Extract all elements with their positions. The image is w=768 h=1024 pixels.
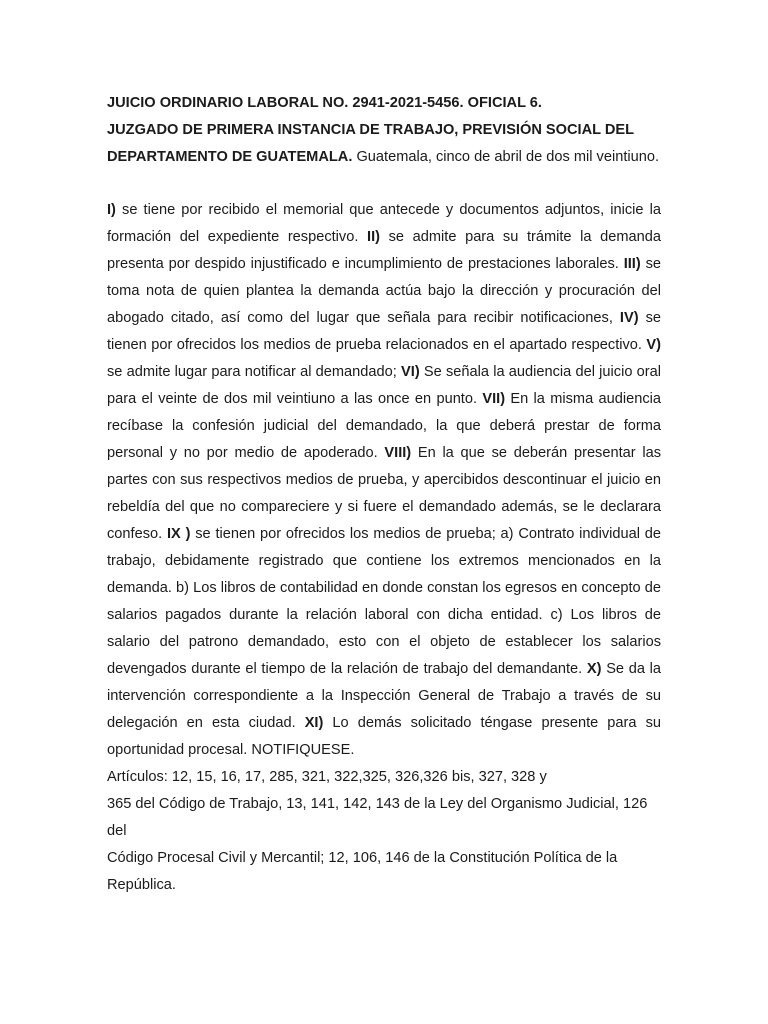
point-marker: VIII)	[384, 445, 412, 461]
point-text: se tiene por recibido el memorial que antecede y documentos adjuntos, inicie la formación del expediente respectivo.	[107, 202, 661, 245]
point-text: se tienen por ofrecidos los medios de prueba; a) Contrato individual de trabajo, debidamente registrado que contiene los extremos mencionados en la demanda. b) Los libros de contabilidad en donde constan los egresos en concepto de salarios pagados durante la relación laboral con dicha entidad. c) Los libros de salario del patrono demandado, esto con el objeto de establecer los salarios devengados durante el tiempo de la relación de trabajo del demandante.	[107, 526, 661, 677]
point-marker: V)	[646, 337, 661, 353]
case-header	[107, 90, 661, 171]
point-text: se admite lugar para notificar al demandado;	[107, 364, 402, 380]
point-marker: XI)	[304, 715, 324, 731]
point-marker: I)	[107, 202, 116, 218]
court-and-date	[107, 117, 661, 171]
point-text: En la misma audiencia recíbase la confesión judicial del demandado, la que deberá prestar de forma personal y no por medio de apoderado.	[107, 391, 661, 461]
articles-line: Código Procesal Civil y Mercantil; 12, 106, 146 de la Constitución Política de la República.	[107, 850, 618, 893]
point-text: En la que se deberán presentar las partes con sus respectivos medios de prueba, y apercibidos descontinuar el juicio en rebeldía del que no compareciere y si fuere el demandado además, se le declarara confeso.	[107, 445, 661, 542]
point-text: se toma nota de quien plantea la demanda actúa bajo la dirección y procuración del abogado citado, así como del lugar que señala para recibir notificaciones,	[107, 256, 661, 326]
court-name: JUZGADO DE PRIMERA INSTANCIA DE TRABAJO, PREVISIÓN SOCIAL DEL DEPARTAMENTO DE GUATEMALA.	[107, 122, 634, 165]
point-marker: II)	[367, 229, 380, 245]
point-text: se tienen por ofrecidos los medios de prueba relacionados en el apartado respectivo.	[107, 310, 661, 353]
point-marker: III)	[623, 256, 641, 272]
case-number: JUICIO ORDINARIO LABORAL NO. 2941-2021-5456. OFICIAL 6.	[107, 95, 542, 111]
articles-line: 365 del Código de Trabajo, 13, 141, 142, 143 de la Ley del Organismo Judicial, 126 del	[107, 796, 648, 839]
point-marker: VI)	[401, 364, 420, 380]
point-marker: IV)	[619, 310, 639, 326]
point-text: Lo demás solicitado téngase presente para su oportunidad procesal. NOTIFIQUESE.	[107, 715, 661, 758]
resolution-body	[107, 197, 661, 764]
point-marker: VII)	[482, 391, 506, 407]
point-marker: X)	[586, 661, 602, 677]
point-text: se admite para su trámite la demanda presenta por despido injustificado e incumplimiento de prestaciones laborales.	[107, 229, 661, 272]
document-page	[107, 90, 661, 899]
articles-line: Artículos: 12, 15, 16, 17, 285, 321, 322,325, 326,326 bis, 327, 328 y	[107, 769, 547, 785]
legal-articles	[107, 764, 661, 899]
point-marker: IX )	[166, 526, 191, 542]
point-text: Se señala la audiencia del juicio oral para el veinte de dos mil veintiuno a las once en punto.	[107, 364, 661, 407]
resolution-date: Guatemala, cinco de abril de dos mil veintiuno.	[352, 149, 660, 165]
point-text: Se da la intervención correspondiente a la Inspección General de Trabajo a través de su delegación en esta ciudad.	[107, 661, 662, 731]
